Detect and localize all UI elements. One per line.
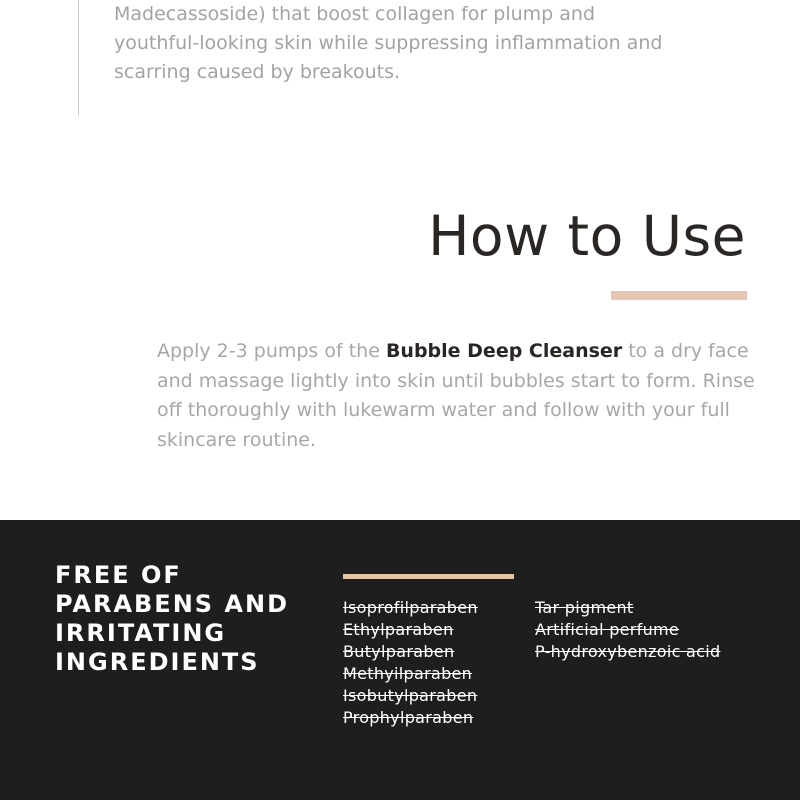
instruction-line: and massage lightly into skin until bubbles start to form. Rinse — [157, 369, 755, 392]
intro-line: scarring caused by breakouts. — [114, 61, 401, 83]
excluded-ingredient: Tar pigment — [535, 598, 634, 617]
instruction-text: to a dry face — [622, 340, 749, 362]
heading-line: IRRITATING — [55, 619, 227, 647]
excluded-ingredient: Butylparaben — [343, 642, 455, 661]
how-to-use-instructions — [157, 337, 767, 455]
excluded-ingredient: Artificial perfume — [535, 620, 680, 639]
intro-line: youthful-looking skin while suppressing inflammation and — [114, 32, 663, 54]
excluded-ingredient: Methyilparaben — [343, 664, 473, 683]
heading-accent-bar — [611, 291, 747, 300]
instruction-text: Apply 2-3 pumps of the — [157, 340, 386, 362]
heading-line: INGREDIENTS — [55, 648, 260, 676]
excluded-ingredient: Isoprofilparaben — [343, 598, 478, 617]
free-of-section — [0, 520, 800, 800]
excluded-ingredient: Isobutylparaben — [343, 686, 478, 705]
excluded-ingredients-list — [535, 597, 720, 663]
excluded-ingredient: Ethylparaben — [343, 620, 454, 639]
free-of-heading — [55, 561, 325, 677]
intro-line: Madecassoside) that boost collagen for plump and — [114, 3, 596, 25]
heading-line: FREE OF — [55, 561, 182, 589]
product-name: Bubble Deep Cleanser — [385, 340, 623, 362]
excluded-ingredient: Prophylparaben — [343, 708, 474, 727]
heading-line: PARABENS AND — [55, 590, 290, 618]
section-accent-bar — [343, 574, 514, 579]
instruction-line: skincare routine. — [157, 428, 316, 451]
instruction-line — [157, 337, 767, 367]
how-to-use-heading: How to Use — [428, 204, 746, 268]
instruction-line: off thoroughly with lukewarm water and follow with your full — [157, 399, 730, 421]
excluded-ingredients-list — [343, 597, 478, 729]
intro-paragraph — [114, 0, 714, 87]
excluded-ingredient: P-hydroxybenzoic acid — [535, 642, 721, 661]
quote-divider — [78, 0, 79, 116]
